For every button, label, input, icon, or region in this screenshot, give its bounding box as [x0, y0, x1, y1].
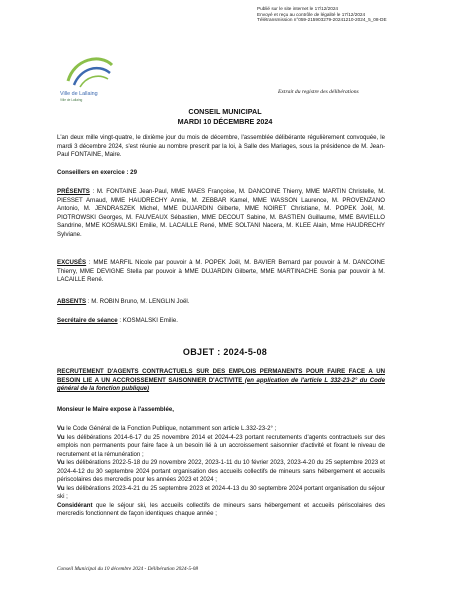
absents-label: ABSENTS	[57, 298, 87, 305]
considerant-lead: Considérant	[57, 501, 93, 509]
considerant-item	[57, 502, 385, 519]
conseillers-value: : 29	[126, 169, 137, 176]
page-footer: Conseil Municipal du 10 décembre 2024 - Délibération 2024-5-08	[57, 566, 199, 572]
council-title: CONSEIL MUNICIPAL	[188, 107, 262, 116]
publication-line: Publié sur le site internet le 17/12/2024	[257, 6, 339, 11]
intro-paragraph: L'an deux mille vingt-quatre, le dixième jour du mois de décembre, l'assemblée délibérante régulièrement convoquée, le mardi 3 décembre 2024, s'est réunie au nombre prescrit par la loi, à Salle des Mariages, sous la présidence de M. Jean-Paul FONTAINE, Maire.	[57, 134, 385, 158]
visa-item	[57, 434, 385, 460]
visa-text: les délibérations 2022-5-18 du 29 novembre 2022, 2023-1-11 du 10 février 2023, 2023-4-20 du 25 septembre 2023 et 2024-4-12 du 30 septembre 2024 portant organisation des accueils collectifs de mineurs sans hébergement et accueils périscolaires des mercredis pour les années 2023 et 2024 ;	[57, 459, 385, 483]
excuses-list: : MME MARFIL Nicole par pouvoir à M. POPEK Joël, M. BAVIER Bernard par pouvoir à M. DANCOINE Thierry, MME DEVIGNE Stella par pouvoir à MME DUJARDIN Gilberte, MME MARTINACHE Sonia par pouvoir à M. LACAILLE René.	[57, 259, 385, 283]
transmission-info	[257, 6, 387, 23]
excuses-paragraph	[57, 259, 385, 285]
visa-lead: Vu	[57, 484, 65, 492]
teletransmission-line: Télétransmission n°059-215903279-20241210-2024_5_08-DE	[257, 17, 387, 23]
visa-lead: Vu	[57, 425, 65, 432]
objet-heading: OBJET : 2024-5-08	[182, 347, 268, 357]
presents-paragraph	[57, 188, 385, 239]
maire-expose: Monsieur le Maire expose à l'assemblée,	[57, 406, 174, 413]
council-date: MARDI 10 DÉCEMBRE 2024	[177, 117, 273, 126]
absents-list: : M. ROBIN Bruno, M. LENGLIN Joël.	[86, 298, 190, 305]
city-logo-name: Ville de Lallaing	[60, 91, 98, 97]
conseillers-line	[57, 169, 385, 178]
city-logo-tagline: Ville de Lallaing	[60, 98, 83, 102]
considerant-text: que le séjour ski, les accueils collectifs de mineurs sans hébergement et accueils périscolaires des mercredis fonctionnent de façon identiques chaque année ;	[57, 501, 385, 517]
visa-text: les délibérations 2023-4-21 du 25 septembre 2023 et 2024-4-13 du 30 septembre 2024 portant organisation du séjour ski ;	[57, 484, 385, 500]
visa-item	[57, 485, 385, 502]
controle-legalite-line: Envoyé et reçu au contrôle de légalité le 17/12/2024	[257, 11, 366, 17]
visa-text: le Code Général de la Fonction Publique, notamment son article L.332-23-2° ;	[64, 425, 277, 432]
recrutement-article-ref: (en application de l'article L 332-23-2° du Code général de la fonction publique)	[57, 376, 385, 392]
secretaire-line	[57, 317, 385, 326]
presents-list: : M. FONTAINE Jean-Paul, MME MAES Françoise, M. DANCOINE Thierry, MME MARTIN Christelle, M. PIESSET Arnaud, MME HAUDRECHY Annie, M. ZEBBAR Kamel, MME WASSON Laurence, M. PROVENZANO Antonio, M. JENDRASZEK Michel, MME DUJARDIN Gilberte, MME NOIRET Christiane, M. POPEK Joël, M. PIOTROWSKI Georges, M. FAUVEAUX Sébastien, MME DECOUT Sabine, M. BASTIEN Guillaume, MME BAVIELLO Sandrine, MME KOSMALSKI Emilie, M. LACAILLE René, MME SOLTANI Nacera, M. KLEE Alain, Mme HAUDRECHY Sylviane.	[57, 188, 385, 238]
presents-label: PRÉSENTS	[57, 188, 90, 195]
visa-item	[57, 425, 385, 434]
registry-extract-label: Extrait du registre des délibérations	[278, 89, 359, 95]
recrutement-title: RECRUTEMENT D'AGENTS CONTRACTUELS SUR DES EMPLOIS PERMANENTS POUR FAIRE FACE A UN BESOIN LIE A UN ACCROISSEMENT SAISONNIER D'ACTIVITE	[57, 368, 385, 384]
visa-lead: Vu	[57, 433, 65, 441]
excuses-label: EXCUSÉS	[57, 259, 87, 266]
absents-line	[57, 298, 385, 307]
visa-item	[57, 459, 385, 485]
recrutement-heading	[57, 368, 385, 394]
visas-block	[57, 425, 385, 519]
visa-text: les délibérations 2014-6-17 du 25 novembre 2014 et 2024-4-23 portant recrutements d'agents contractuels sur des emplois non permanents pour faire face à un besoin lié à un accroissement saisonnier d'activité et fixant le niveau de recrutement et la rémunération ;	[57, 433, 385, 458]
secretaire-label: Secrétaire de séance	[57, 317, 118, 324]
visa-lead: Vu	[57, 459, 65, 466]
conseillers-label: Conseillers en exercice	[57, 169, 125, 176]
secretaire-name: : KOSMALSKI Emilie.	[117, 317, 178, 324]
